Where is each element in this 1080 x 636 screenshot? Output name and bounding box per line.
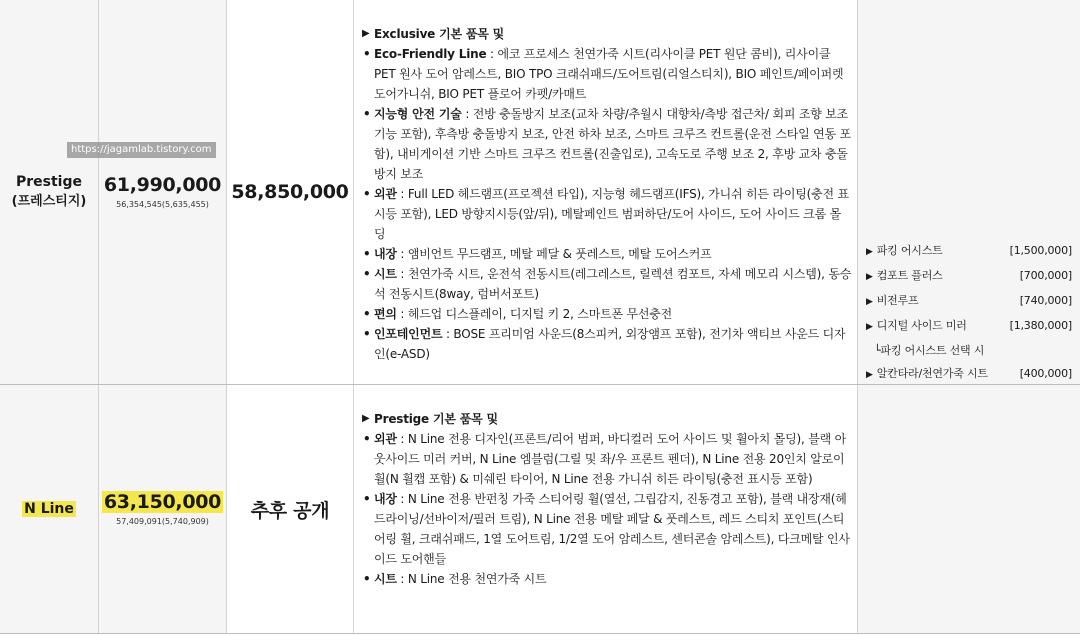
feature-label: Eco-Friendly Line [374,47,487,61]
discount-price-value: 추후 공개 [250,499,330,522]
feature-label: 외관 [374,432,397,446]
list-item [362,569,852,589]
features-cell [354,385,858,633]
trim-name: N Line [24,501,74,517]
option-price: [740,000] [1019,294,1072,307]
bullet-icon: • [363,107,371,121]
feature-label: 인포테인먼트 [374,327,443,341]
list-item [362,44,852,104]
feature-text: : N Line 전용 디자인(프론트/리어 범퍼, 바디컬러 도어 사이드 및 휠아치 몰딩), 블랙 아웃사이드 미러 커버, N Line 엠블럼(그릴 및 좌/우 프론트 펜더), N Line 전용 20인치 알로이 휠(N 휠캡 포함) & 미쉐린 타이어, N Line 전용 가니쉬 히든 라이팅(충전 표시등 포함) [374,432,847,486]
option-item [866,314,1072,339]
bullet-icon: • [363,187,371,201]
options-cell [858,0,1080,384]
feature-text: : 전방 충돌방지 보조(교차 차량/추월시 대향차/측방 접근차/ 회피 조향 보조 기능 포함), 후측방 충돌방지 보조, 안전 하차 보조, 스마트 크루즈 컨트롤(운전 스타일 연동 포함), 내비게이션 기반 스마트 크루즈 컨트롤(진출입로), 고속도로 주행 보조 2, 후방 교차 충돌방지 보조 [374,107,851,181]
trim-name-cell [0,385,99,633]
features-cell [354,0,858,384]
option-price: [1,500,000] [1009,244,1072,257]
bullet-icon: • [363,247,371,261]
feature-head [362,24,852,44]
bullet-icon: • [363,572,371,586]
bullet-icon: • [363,267,371,281]
feature-text: : BOSE 프리미엄 사운드(8스피커, 외장앰프 포함), 전기차 액티브 사운드 디자인(e-ASD) [374,327,846,361]
feature-text: : N Line 전용 반펀칭 가죽 스티어링 휠(열선, 그립감지, 진동경고 포함), 블랙 내장재(헤드라이닝/선바이저/필러 트림), N Line 전용 메탈 페달 & 풋레스트, 레드 스티치 포인트(스티어링 휠, 크래쉬패드, 1열 도어트림, 1/2열 도어 암레스트, 센터콘솔 암레스트), 다크메탈 인사이드 도어핸들 [374,492,850,566]
option-name: 컴포트 플러스 [876,269,943,282]
discount-price-value: 58,850,000 [231,181,349,203]
discount-price-cell [227,0,354,384]
option-item [866,362,1072,387]
trim-name: Prestige [15,174,82,190]
feature-label: 편의 [374,307,397,321]
list-item [362,104,852,184]
triangle-icon: ▶ [362,413,370,424]
price-detail: 57,409,091(5,740,909) [116,517,209,526]
option-price: [1,380,000] [1009,319,1072,332]
feature-head-text: Exclusive 기본 품목 및 [374,27,505,41]
feature-label: 외관 [374,187,397,201]
feature-label: 시트 [374,267,397,281]
triangle-icon: ▶ [866,322,873,332]
triangle-icon: ▶ [866,247,873,257]
triangle-icon: ▶ [866,297,873,307]
bullet-icon: • [363,432,371,446]
trim-name-cell [0,0,99,384]
option-note: └파킹 어시스트 선택 시 [874,344,985,357]
feature-text: : 앰비언트 무드램프, 메탈 페달 & 풋레스트, 메탈 도어스커프 [396,247,712,261]
option-item [866,264,1072,289]
option-name: 알칸타라/천연가죽 시트 [876,367,988,380]
bullet-icon: • [363,327,371,341]
bullet-icon: • [363,307,371,321]
bullet-icon: • [363,47,371,61]
triangle-icon: ▶ [866,272,873,282]
list-item [362,429,852,489]
bullet-icon: • [363,492,371,506]
feature-head [362,409,852,429]
feature-text: : 천연가죽 시트, 운전석 전동시트(레그레스트, 릴렉션 컴포트, 자세 메모리 시스템), 동승석 전동시트(8way, 럼버서포트) [374,267,852,301]
price-cell [99,0,227,384]
list-item [362,244,852,264]
table-row-nline [0,385,1080,634]
option-name: 비전루프 [876,294,919,307]
price-detail: 56,354,545(5,635,455) [116,200,209,209]
list-item [362,264,852,304]
feature-head-text: Prestige 기본 품목 및 [374,412,498,426]
watermark-url: https://jagamlab.tistory.com [67,142,216,158]
option-price: [400,000] [1019,367,1072,380]
price-cell [99,385,227,633]
option-item [866,289,1072,314]
price-value: 61,990,000 [103,174,222,196]
options-cell [858,385,1080,633]
option-name: 디지털 사이드 미러 [876,319,967,332]
option-price: [700,000] [1019,269,1072,282]
feature-text: : N Line 전용 천연가죽 시트 [396,572,547,586]
list-item [362,489,852,569]
triangle-icon: ▶ [362,28,370,39]
feature-text: : 헤드업 디스플레이, 디지털 키 2, 스마트폰 무선충전 [396,307,673,321]
feature-label: 시트 [374,572,397,586]
trim-name-korean: (프레스티지) [11,194,87,209]
option-name: 파킹 어시스트 [876,244,943,257]
list-item [362,324,852,364]
option-item [866,239,1072,264]
feature-label: 지능형 안전 기술 [374,107,462,121]
feature-text: : 에코 프로세스 천연가죽 시트(리사이클 PET 원단 콤비), 리사이클 PET 원사 도어 암레스트, BIO TPO 크래쉬패드/도어트림(리얼스티치), BIO 페인트/페이퍼렛 도어가니쉬, BIO PET 플로어 카펫/카매트 [374,47,844,101]
feature-text: : Full LED 헤드램프(프로젝션 타입), 지능형 헤드램프(IFS), 가니쉬 히든 라이팅(충전 표시등 포함), LED 방향지시등(앞/뒤), 메탈페인트 범퍼하단/도어 사이드, 도어 사이드 크롬 몰딩 [374,187,849,241]
list-item [362,304,852,324]
feature-label: 내장 [374,492,397,506]
feature-label: 내장 [374,247,397,261]
list-item [362,184,852,244]
price-value: 63,150,000 [103,491,222,513]
feature-list [362,409,852,589]
discount-price-cell [227,385,354,633]
feature-list [362,24,852,364]
triangle-icon: ▶ [866,370,873,380]
